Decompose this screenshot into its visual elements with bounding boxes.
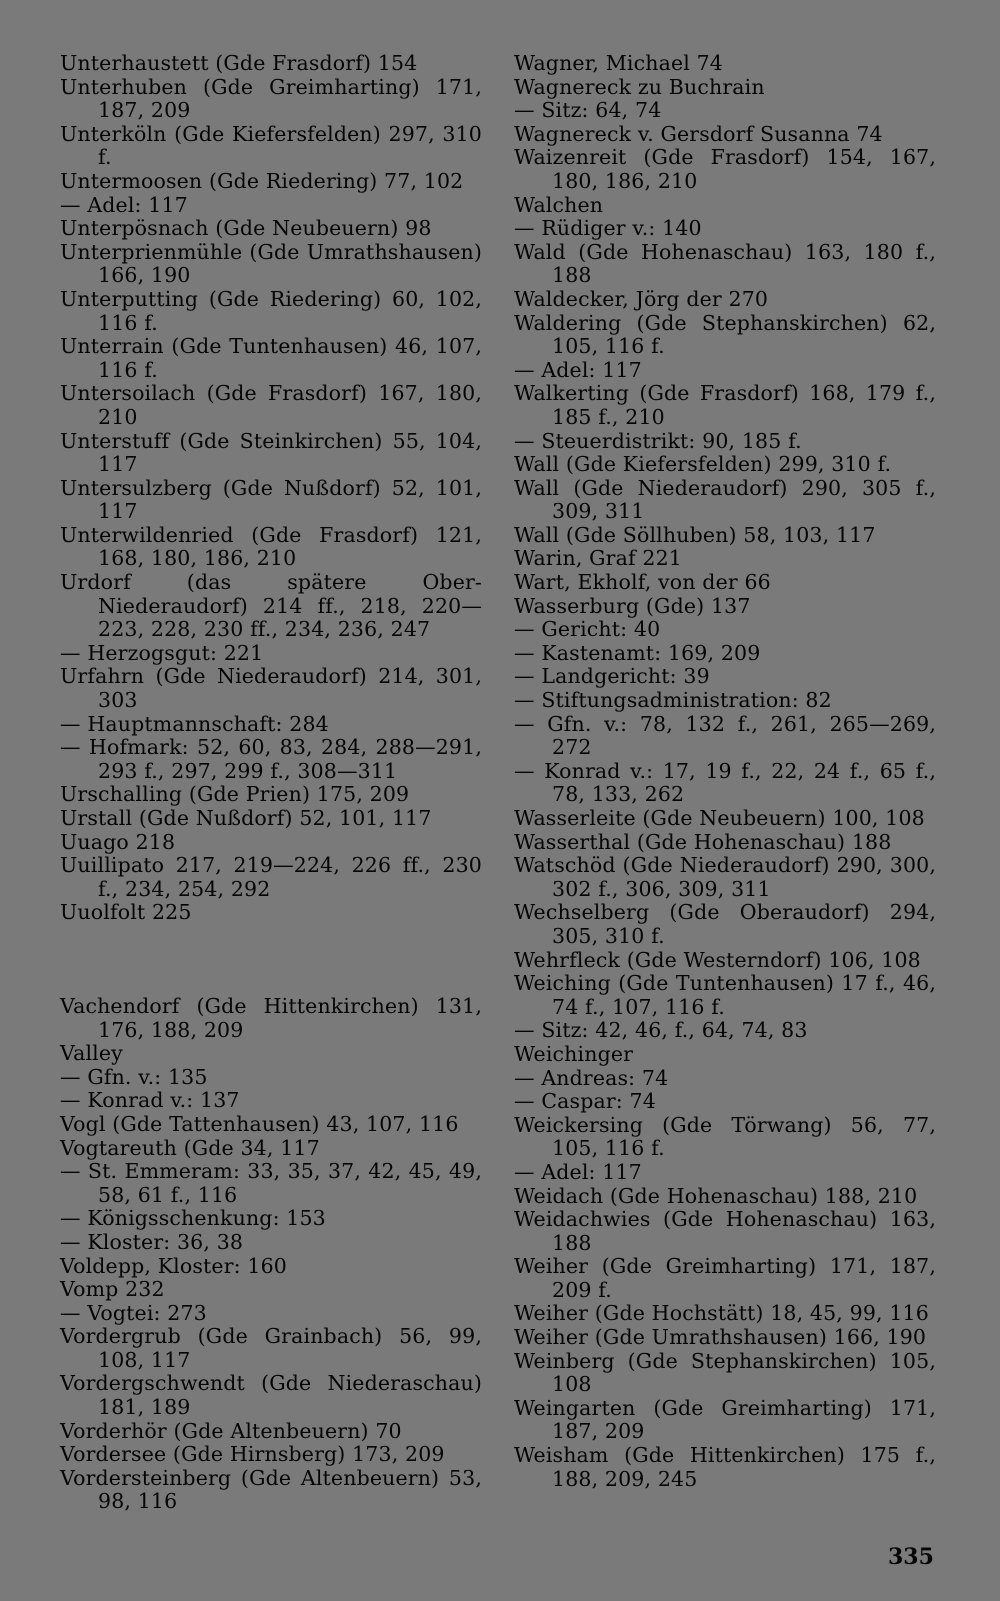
left-entries-v: [60, 995, 482, 1514]
index-entry: Weingarten (Gde Greimharting) 171, 187, 209: [514, 1395, 936, 1444]
index-entry: Vogl (Gde Tattenhausen) 43, 107, 116: [60, 1111, 459, 1136]
index-entry: Untermoosen (Gde Riedering) 77, 102: [60, 168, 464, 193]
sub-entry: — Sitz: 42, 46, f., 64, 74, 83: [514, 1018, 808, 1043]
sub-entry: — Sitz: 64, 74: [514, 98, 662, 123]
sub-entry: — Stiftungsadministration: 82: [514, 688, 832, 713]
sub-entry: — Hofmark: 52, 60, 83, 284, 288—291, 293 f., 297, 299 f., 308—311: [60, 735, 482, 783]
index-entry: Weiher (Gde Umrathshausen) 166, 190: [514, 1325, 927, 1350]
index-entry: Unterputting (Gde Riedering) 60, 102, 116 f.: [60, 286, 482, 335]
index-entry: Vordergschwendt (Gde Niederaschau) 181, 189: [60, 1371, 482, 1420]
index-entry: Weickersing (Gde Törwang) 56, 77, 105, 116 f.: [514, 1112, 936, 1161]
index-entry: Watschöd (Gde Niederaudorf) 290, 300, 302 f., 306, 309, 311: [514, 853, 936, 901]
index-entry: Uuillipato 217, 219—224, 226 ff., 230 f., 234, 254, 292: [60, 853, 482, 901]
left-entries-u: [60, 52, 482, 925]
index-entry: Walkerting (Gde Frasdorf) 168, 179 f., 185 f., 210: [514, 381, 936, 429]
index-entry: Uuolfolt 225: [60, 900, 192, 925]
sub-entry: — Adel: 117: [514, 357, 642, 382]
index-entry: Urstall (Gde Nußdorf) 52, 101, 117: [60, 806, 432, 830]
index-entry: Wald (Gde Hohenaschau) 163, 180 f., 188: [514, 239, 936, 288]
index-entry: Unterprienmühle (Gde Umrathshausen) 166, 190: [60, 239, 482, 288]
section-gap: [60, 925, 482, 995]
index-entry: Wasserburg (Gde) 137: [514, 593, 751, 618]
index-entry: Wagner, Michael 74: [514, 51, 723, 75]
sub-entry: — Konrad v.: 137: [60, 1088, 240, 1113]
index-entry: Weinberg (Gde Stephanskirchen) 105, 108: [514, 1348, 936, 1397]
right-column: [514, 52, 936, 1491]
index-entry: Wasserleite (Gde Neubeuern) 100, 108: [514, 806, 925, 830]
sub-entry: — Konrad v.: 17, 19 f., 22, 24 f., 65 f., 78, 133, 262: [514, 758, 936, 807]
index-entry: Weidachwies (Gde Hohenaschau) 163, 188: [514, 1207, 936, 1255]
sub-entry: — Gfn. v.: 78, 132 f., 261, 265—269, 272: [514, 711, 936, 760]
page-number: 335: [888, 1544, 934, 1570]
index-entry: Unterrain (Gde Tuntenhausen) 46, 107, 116 f.: [60, 334, 482, 382]
index-entry: Wehrfleck (Gde Westerndorf) 106, 108: [514, 947, 921, 972]
index-entry: Wall (Gde Kiefersfelden) 299, 310 f.: [514, 452, 892, 477]
sub-entry: — Königsschenkung: 153: [60, 1206, 326, 1231]
index-entry: Wechselberg (Gde Oberaudorf) 294, 305, 310 f.: [514, 900, 936, 948]
index-entry: Weiher (Gde Hochstätt) 18, 45, 99, 116: [514, 1301, 929, 1326]
index-entry: Vordersee (Gde Hirnsberg) 173, 209: [60, 1442, 445, 1467]
index-entry: Vomp 232: [60, 1277, 165, 1302]
sub-entry: — Kastenamt: 169, 209: [514, 640, 761, 665]
index-entry: Unterköln (Gde Kiefersfelden) 297, 310 f.: [60, 121, 482, 170]
index-entry: Wagnereck v. Gersdorf Susanna 74: [514, 121, 883, 146]
sub-entry: — Caspar: 74: [514, 1089, 656, 1114]
index-entry: Waldecker, Jörg der 270: [514, 286, 769, 311]
index-entry: Unterwildenried (Gde Frasdorf) 121, 168, 180, 186, 210: [60, 522, 482, 571]
index-entry: Unterpösnach (Gde Neubeuern) 98: [60, 216, 432, 241]
sub-entry: — Adel: 117: [514, 1159, 642, 1184]
sub-entry: — Herzogsgut: 221: [60, 640, 264, 665]
index-entry: Wall (Gde Niederaudorf) 290, 305 f., 309, 311: [514, 475, 936, 524]
index-entry: Weichinger: [514, 1041, 634, 1066]
sub-entry: — St. Emmeram: 33, 35, 37, 42, 45, 49, 58, 61 f., 116: [60, 1159, 482, 1207]
index-entry: Urdorf (das spätere Ober-Niederaudorf) 214 ff., 218, 220—223, 228, 230 ff., 234, 236, 247: [60, 570, 482, 642]
index-entry: Waizenreit (Gde Frasdorf) 154, 167, 180, 186, 210: [514, 145, 936, 193]
sub-entry: — Landgericht: 39: [514, 664, 710, 689]
sub-entry: — Steuerdistrikt: 90, 185 f.: [514, 428, 802, 453]
sub-entry: — Adel: 117: [60, 192, 188, 217]
left-column: [60, 52, 482, 1514]
index-entry: Vachendorf (Gde Hittenkirchen) 131, 176, 188, 209: [60, 993, 482, 1042]
index-entry: Weidach (Gde Hohenaschau) 188, 210: [514, 1183, 918, 1208]
index-entry: Untersoilach (Gde Frasdorf) 167, 180, 210: [60, 381, 482, 429]
index-entry: Walchen: [514, 192, 604, 217]
index-entry: Wasserthal (Gde Hohenaschau) 188: [514, 829, 892, 854]
right-entries-w: [514, 52, 936, 1491]
index-entry: Unterstuff (Gde Steinkirchen) 55, 104, 117: [60, 428, 482, 477]
index-entry: Valley: [60, 1041, 123, 1066]
index-entry: Untersulzberg (Gde Nußdorf) 52, 101, 117: [60, 475, 482, 524]
index-entry: Vordergrub (Gde Grainbach) 56, 99, 108, 117: [60, 1324, 482, 1372]
index-entry: Wall (Gde Söllhuben) 58, 103, 117: [514, 522, 876, 547]
index-entry: Waldering (Gde Stephanskirchen) 62, 105, 116 f.: [514, 310, 936, 359]
index-entry: Vordersteinberg (Gde Altenbeuern) 53, 98, 116: [60, 1465, 482, 1514]
sub-entry: — Hauptmannschaft: 284: [60, 711, 329, 736]
sub-entry: — Gericht: 40: [514, 617, 661, 642]
index-entry: Weisham (Gde Hittenkirchen) 175 f., 188, 209, 245: [514, 1443, 936, 1491]
index-entry: Wagnereck zu Buchrain: [514, 74, 765, 99]
index-entry: Unterhuben (Gde Greimharting) 171, 187, 209: [60, 74, 482, 123]
index-entry: Wart, Ekholf, von der 66: [514, 570, 771, 595]
sub-entry: — Kloster: 36, 38: [60, 1229, 244, 1254]
index-entry: Urfahrn (Gde Niederaudorf) 214, 301, 303: [60, 664, 482, 713]
index-entry: Unterhaustett (Gde Frasdorf) 154: [60, 51, 418, 75]
index-entry: Weiching (Gde Tuntenhausen) 17 f., 46, 74 f., 107, 116 f.: [514, 971, 936, 1019]
sub-entry: — Gfn. v.: 135: [60, 1064, 208, 1089]
index-entry: Vogtareuth (Gde 34, 117: [60, 1135, 320, 1160]
sub-entry: — Rüdiger v.: 140: [514, 216, 702, 241]
index-entry: Warin, Graf 221: [514, 546, 682, 571]
sub-entry: — Andreas: 74: [514, 1065, 669, 1090]
index-entry: Uuago 218: [60, 829, 176, 854]
index-entry: Weiher (Gde Greimharting) 171, 187, 209 f.: [514, 1254, 936, 1302]
index-entry: Voldepp, Kloster: 160: [60, 1253, 287, 1278]
index-entry: Vorderhör (Gde Altenbeuern) 70: [60, 1418, 402, 1443]
index-entry: Urschalling (Gde Prien) 175, 209: [60, 782, 410, 807]
sub-entry: — Vogtei: 273: [60, 1300, 207, 1325]
